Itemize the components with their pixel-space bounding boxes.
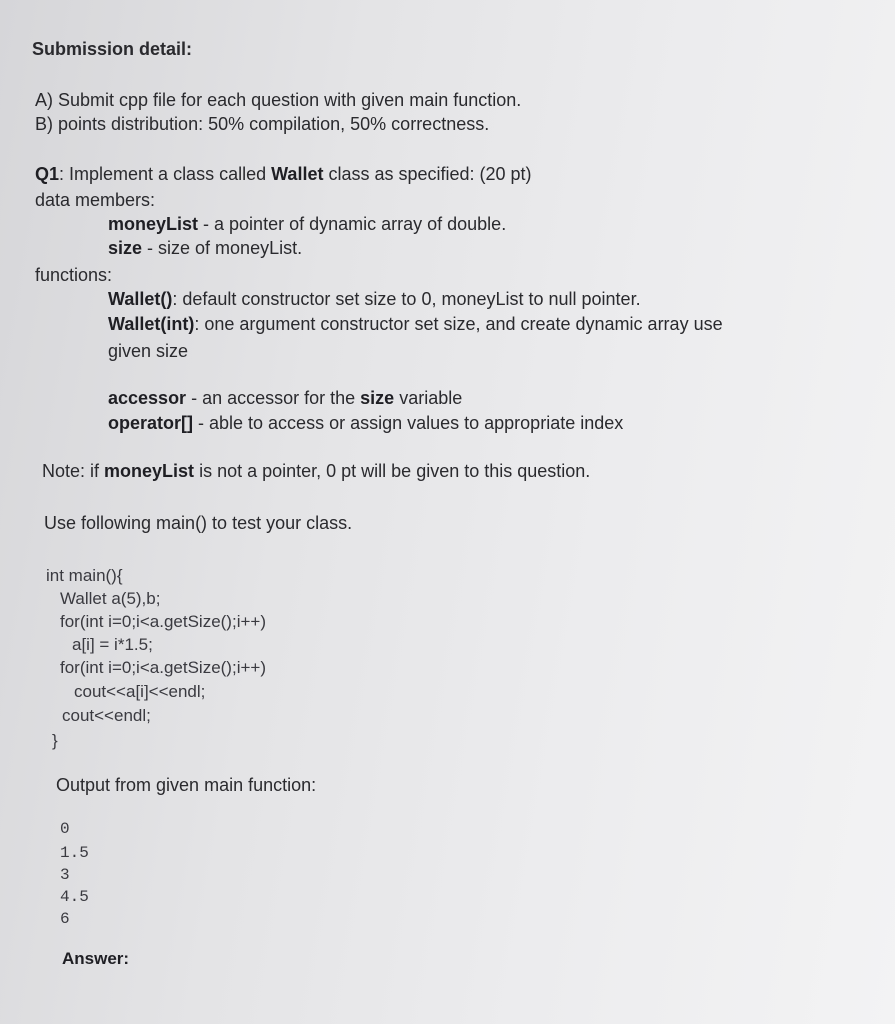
question-intro	[35, 163, 532, 185]
output-heading: Output from given main function:	[56, 775, 317, 795]
accessor-desc-after: variable	[394, 388, 463, 408]
accessor-item	[108, 387, 462, 409]
code-line: for(int i=0;i<a.getSize();i++)	[60, 612, 266, 631]
function-name: Wallet(int)	[108, 314, 195, 334]
output-value: 6	[60, 910, 70, 928]
class-name: Wallet	[271, 164, 324, 184]
code-line: }	[52, 731, 58, 750]
accessor-desc-bold: size	[360, 388, 395, 408]
use-main-line: Use following main() to test your class.	[44, 513, 353, 533]
code-line: cout<<a[i]<<endl;	[74, 682, 206, 701]
member-desc: - size of moneyList.	[142, 238, 303, 258]
accessor-name: accessor	[108, 388, 187, 408]
accessor-desc-before: - an accessor for the	[186, 388, 361, 408]
note-before: Note: if	[42, 461, 105, 481]
function-desc: : default constructor set size to 0, moneyList to null pointer.	[172, 289, 641, 309]
question-label: Q1	[35, 164, 60, 184]
code-line: for(int i=0;i<a.getSize();i++)	[60, 658, 266, 677]
output-value: 1.5	[60, 844, 89, 862]
function-item	[108, 288, 641, 310]
code-line: int main(){	[46, 566, 123, 585]
function-desc-continuation: given size	[108, 341, 189, 361]
operator-item	[108, 412, 623, 434]
member-name: size	[108, 238, 143, 258]
functions-heading: functions:	[35, 265, 113, 285]
operator-desc: - able to access or assign values to appropriate index	[193, 413, 624, 433]
function-name: Wallet()	[108, 289, 173, 309]
submission-item-b: B) points distribution: 50% compilation, 50% correctness.	[35, 114, 490, 134]
operator-name: operator[]	[108, 413, 193, 433]
member-desc: - a pointer of dynamic array of double.	[198, 214, 507, 234]
submission-item-a: A) Submit cpp file for each question with given main function.	[35, 90, 522, 110]
output-value: 3	[60, 866, 70, 884]
data-members-heading: data members:	[35, 190, 156, 210]
output-value: 4.5	[60, 888, 89, 906]
question-intro-before: : Implement a class called	[59, 164, 272, 184]
code-line: a[i] = i*1.5;	[72, 635, 153, 654]
member-name: moneyList	[108, 214, 199, 234]
member-item	[108, 213, 506, 235]
note-after: is not a pointer, 0 pt will be given to this question.	[194, 461, 591, 481]
page-title: Submission detail:	[32, 39, 193, 59]
output-value: 0	[60, 820, 70, 838]
function-item	[108, 313, 723, 335]
note-line	[42, 460, 590, 482]
code-line: cout<<endl;	[62, 706, 151, 725]
function-desc: : one argument constructor set size, and create dynamic array use	[194, 314, 723, 334]
note-bold: moneyList	[104, 461, 195, 481]
code-line: Wallet a(5),b;	[60, 589, 161, 608]
question-intro-after: class as specified: (20 pt)	[323, 164, 532, 184]
member-item	[108, 237, 302, 259]
answer-label: Answer:	[62, 949, 130, 968]
